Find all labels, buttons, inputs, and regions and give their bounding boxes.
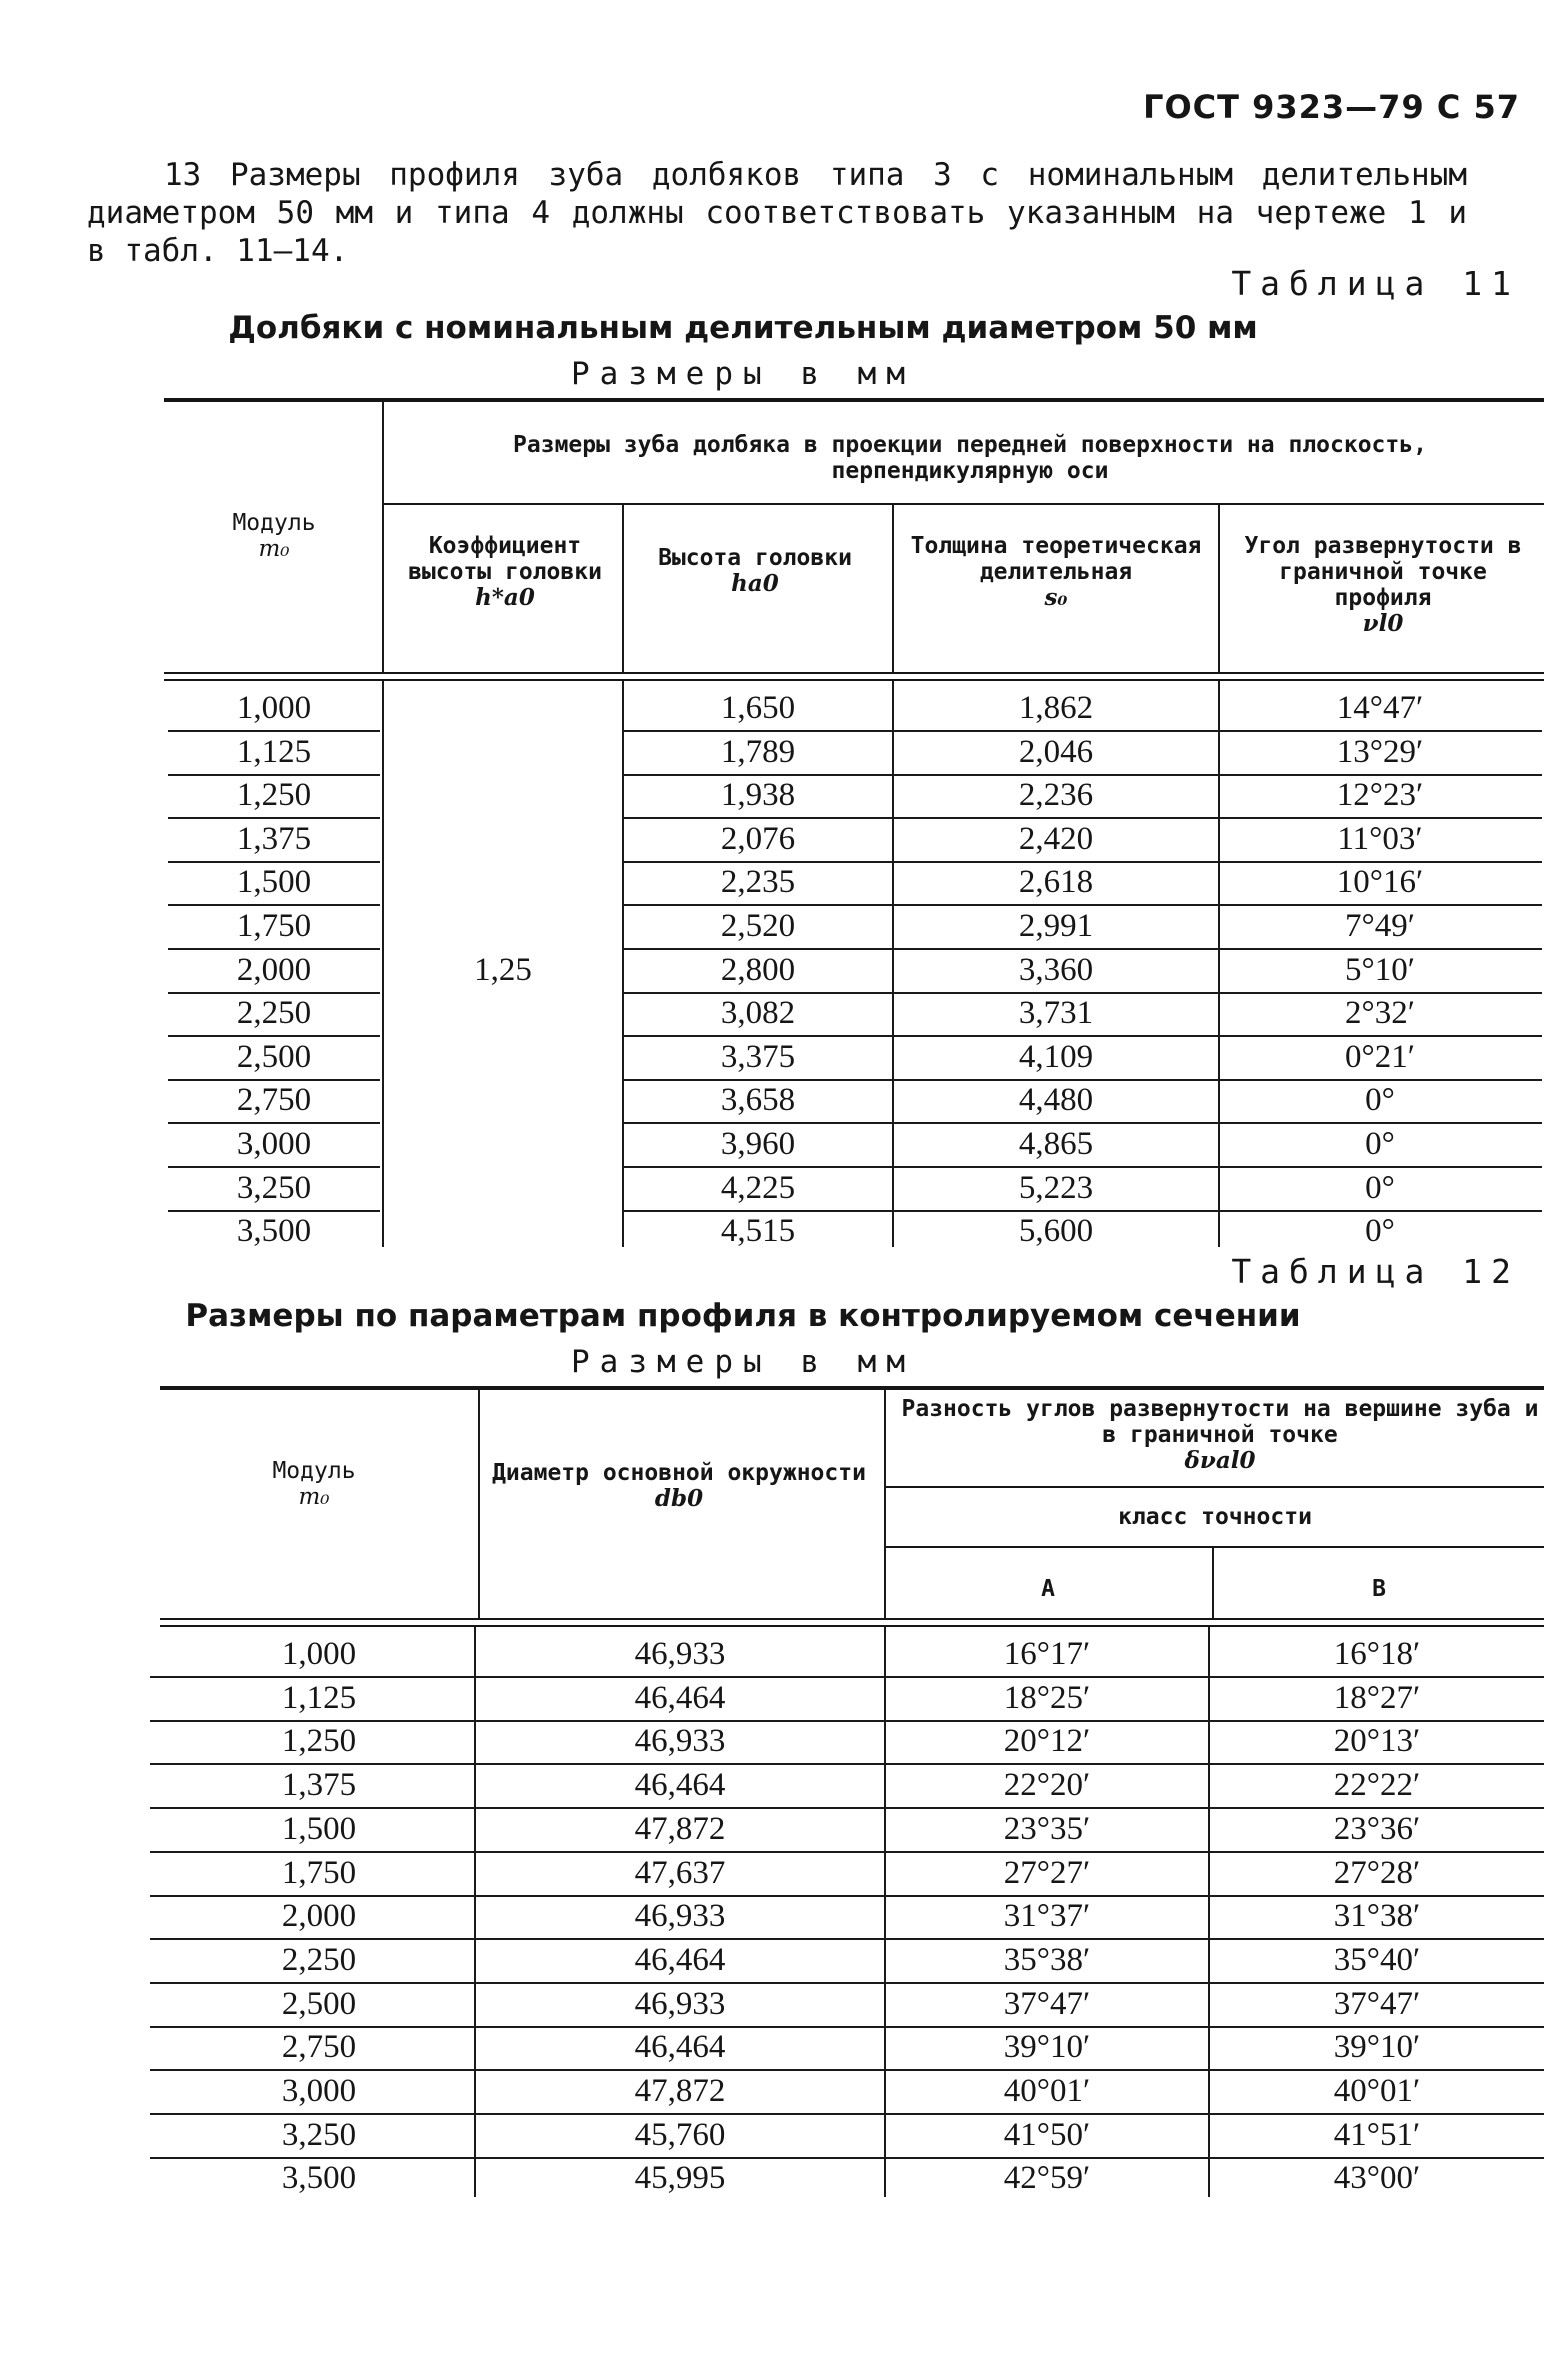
table12-cell-class-a: 37°47′ xyxy=(1003,1985,1091,2022)
table12-label: Таблица 12 xyxy=(1231,1252,1520,1291)
table12-cell-module: 1,000 xyxy=(281,1636,357,1672)
table12-class-rule xyxy=(886,1546,1544,1548)
table12-cell-module: 2,000 xyxy=(281,1898,357,1935)
table12-class-a: А xyxy=(1041,1576,1055,1602)
table11-col-thickness-symbol: s₀ xyxy=(1044,584,1068,611)
table12-cell-diameter: 46,464 xyxy=(634,2029,726,2066)
table12-cell-class-a: 22°20′ xyxy=(1003,1767,1091,1804)
table12-cell-class-b: 35°40′ xyxy=(1333,1941,1421,1978)
table11-group-header: Размеры зуба долбяка в проекции передней поверхности на плоскость, перпендикулярную оси xyxy=(513,432,1427,484)
table12-class-header: класс точности xyxy=(1118,1504,1312,1530)
table12-cell-class-b: 27°28′ xyxy=(1333,1854,1421,1891)
table11-col-module-label: Модуль xyxy=(232,510,316,536)
table11-cell-module: 1,250 xyxy=(236,777,312,814)
table12-cell-class-b: 37°47′ xyxy=(1333,1985,1421,2022)
table12-cell-class-b: 40°01′ xyxy=(1333,2073,1421,2109)
table11-cell-angle: 0° xyxy=(1365,1169,1395,1206)
table12-cell-class-b: 23°36′ xyxy=(1333,1810,1421,1847)
table11-cell-angle: 11°03′ xyxy=(1337,820,1423,857)
table11-cell-module: 3,500 xyxy=(236,1213,312,1250)
table12-header-divider xyxy=(478,1390,480,1618)
table12-group-header xyxy=(900,1396,1540,1474)
table11-col-coef-symbol: h*a0 xyxy=(475,584,535,611)
table11-cell-height: 3,960 xyxy=(720,1126,796,1162)
table12-cell-module: 2,500 xyxy=(281,1985,357,2022)
table12-cell-class-b: 43°00′ xyxy=(1333,2160,1421,2197)
table12-group-header-label: Разность углов развернутости на вершине зуба и в граничной точке xyxy=(901,1396,1539,1448)
table12-cell-module: 3,000 xyxy=(281,2073,357,2109)
table11-cell-thickness: 4,109 xyxy=(1018,1038,1094,1075)
table12-cell-module: 3,250 xyxy=(281,2116,357,2153)
table12-title: Размеры по параметрам профиля в контролируемом сечении xyxy=(185,1298,1301,1334)
table11-header-divider xyxy=(892,505,894,672)
table11-header-divider xyxy=(382,402,384,672)
table11-header-divider xyxy=(622,505,624,672)
table11-cell-module: 3,000 xyxy=(236,1126,312,1162)
table12-cell-module: 1,500 xyxy=(281,1810,357,1847)
intro-paragraph: 13 Размеры профиля зуба долбяков типа 3 с номинальным делительным диаметром 50 мм и типа 4 должны соответствовать указанным на чертеже 1 и в табл. 11—14. xyxy=(87,157,1467,269)
table11-units: Размеры в мм xyxy=(571,356,915,392)
table12-cell-class-b: 22°22′ xyxy=(1333,1767,1421,1804)
table11-cell-thickness: 5,600 xyxy=(1018,1213,1094,1250)
table12-cell-module: 1,250 xyxy=(281,1723,357,1760)
table11-group-rule xyxy=(384,503,1544,505)
table12-cell-class-b: 20°13′ xyxy=(1333,1723,1421,1760)
table11-header-divider xyxy=(1218,505,1220,672)
table12-col-module-label: Модуль xyxy=(272,1458,356,1484)
table12-cell-class-b: 16°18′ xyxy=(1333,1636,1421,1672)
table11-cell-height: 3,375 xyxy=(720,1038,796,1075)
table11-cell-thickness: 2,991 xyxy=(1018,908,1094,944)
table11-cell-height: 2,235 xyxy=(720,864,796,901)
table11-top-rule xyxy=(164,398,1544,402)
table12-cell-class-b: 18°27′ xyxy=(1333,1679,1421,1716)
table12-cell-class-b: 41°51′ xyxy=(1333,2116,1421,2153)
table11-cell-angle: 0° xyxy=(1365,1213,1395,1250)
table12-cell-diameter: 46,933 xyxy=(634,1723,726,1760)
table11-cell-height: 1,650 xyxy=(720,690,796,726)
table11-col-height-symbol: ha0 xyxy=(731,570,779,597)
table12-group-header-symbol: δνal0 xyxy=(1184,1447,1256,1474)
table12-class-b: В xyxy=(1372,1576,1386,1602)
table11-cell-module: 2,250 xyxy=(236,995,312,1032)
table12-cell-diameter: 46,464 xyxy=(634,1767,726,1804)
table12-cell-diameter: 47,872 xyxy=(634,1810,726,1847)
table12-top-rule xyxy=(160,1386,1544,1390)
table12-cell-module: 1,375 xyxy=(281,1767,357,1804)
table11-cell-height: 1,789 xyxy=(720,733,796,770)
table11-cell-module: 1,125 xyxy=(236,733,312,770)
table11-col-height xyxy=(630,545,880,597)
table12-cell-class-a: 31°37′ xyxy=(1003,1898,1091,1935)
table11-cell-height: 2,076 xyxy=(720,820,796,857)
table11-cell-thickness: 4,865 xyxy=(1018,1126,1094,1162)
table12-cell-diameter: 46,933 xyxy=(634,1636,726,1672)
table12-cell-diameter: 46,464 xyxy=(634,1941,726,1978)
table11-col-height-label: Высота головки xyxy=(658,545,852,571)
table11-cell-height: 2,520 xyxy=(720,908,796,944)
table12-cell-diameter: 46,464 xyxy=(634,1679,726,1716)
table11-cell-height: 3,658 xyxy=(720,1082,796,1119)
table11-cell-thickness: 2,236 xyxy=(1018,777,1094,814)
table11-cell-thickness: 3,731 xyxy=(1018,995,1094,1032)
table12-cell-module: 2,250 xyxy=(281,1941,357,1978)
table12-cell-class-b: 39°10′ xyxy=(1333,2029,1421,2066)
table12-group-rule xyxy=(886,1486,1544,1488)
table12-cell-class-a: 35°38′ xyxy=(1003,1941,1091,1978)
table12-cell-class-a: 18°25′ xyxy=(1003,1679,1091,1716)
table11-header-rule xyxy=(164,679,1544,681)
table11-cell-angle: 12°23′ xyxy=(1336,777,1424,814)
table11-cell-thickness: 2,420 xyxy=(1018,820,1094,857)
table12-header-rule xyxy=(160,1618,1544,1620)
table12-cell-module: 1,750 xyxy=(281,1854,357,1891)
table12-units: Размеры в мм xyxy=(571,1344,915,1380)
table12-cell-module: 2,750 xyxy=(281,2029,357,2066)
document-header: ГОСТ 9323—79 С 57 xyxy=(1143,88,1520,126)
table12-cell-diameter: 47,637 xyxy=(634,1854,726,1891)
table11-cell-module: 1,500 xyxy=(236,864,312,901)
table11-col-thickness xyxy=(900,533,1212,611)
table11-cell-angle: 14°47′ xyxy=(1336,690,1424,726)
table12-col-diameter-label: Диаметр основной окружности xyxy=(492,1460,866,1486)
table11-col-angle-label: Угол развернутости в граничной точке профиля xyxy=(1244,533,1522,611)
table11-col-module-symbol: m₀ xyxy=(258,536,290,562)
table11-cell-module: 1,000 xyxy=(236,690,312,726)
table11-cell-angle: 0° xyxy=(1365,1082,1395,1119)
table11-cell-thickness: 1,862 xyxy=(1018,690,1094,726)
table11-col-angle-symbol: νl0 xyxy=(1362,610,1404,637)
table12-cell-diameter: 45,760 xyxy=(634,2116,726,2153)
table12-col-diameter-symbol: db0 xyxy=(654,1485,704,1512)
table12-cell-module: 3,500 xyxy=(281,2160,357,2197)
table12-cell-diameter: 45,995 xyxy=(634,2160,726,2197)
table11-label: Таблица 11 xyxy=(1231,264,1520,303)
table12-cell-diameter: 46,933 xyxy=(634,1985,726,2022)
table12-col-module-symbol: m₀ xyxy=(298,1484,330,1510)
table11-cell-thickness: 2,046 xyxy=(1018,733,1094,770)
table11-cell-module: 2,500 xyxy=(236,1038,312,1075)
table11-cell-thickness: 2,618 xyxy=(1018,864,1094,901)
table12-cell-class-a: 20°12′ xyxy=(1003,1723,1091,1760)
table12-cell-class-a: 16°17′ xyxy=(1003,1636,1091,1672)
table11-cell-height: 2,800 xyxy=(720,951,796,988)
table11-cell-angle: 0°21′ xyxy=(1345,1038,1415,1075)
table12-header-divider xyxy=(884,1390,886,1618)
table12-header-rule xyxy=(160,1625,1544,1627)
table11-cell-module: 2,000 xyxy=(236,951,312,988)
table11-cell-height: 3,082 xyxy=(720,995,796,1032)
table12-cell-class-a: 39°10′ xyxy=(1003,2029,1091,2066)
table12-cell-module: 1,125 xyxy=(281,1679,357,1716)
table12-cell-class-a: 40°01′ xyxy=(1003,2073,1091,2109)
table11-header-rule xyxy=(164,672,1544,674)
table11-title: Долбяки с номинальным делительным диаметром 50 мм xyxy=(228,310,1258,346)
table11-coef-value: 1,25 xyxy=(474,952,532,988)
table12-cell-class-a: 41°50′ xyxy=(1003,2116,1091,2153)
table11-cell-module: 3,250 xyxy=(236,1169,312,1206)
table11-cell-angle: 2°32′ xyxy=(1345,995,1415,1032)
table11-cell-angle: 13°29′ xyxy=(1336,733,1424,770)
table11-cell-thickness: 5,223 xyxy=(1018,1169,1094,1206)
table12-cell-class-a: 23°35′ xyxy=(1003,1810,1091,1847)
table11-cell-thickness: 3,360 xyxy=(1018,951,1094,988)
table11-col-thickness-label: Толщина теоретическая делительная xyxy=(910,533,1202,585)
table12-col-diameter xyxy=(484,1460,874,1512)
table11-col-coef xyxy=(392,533,618,611)
table11-cell-module: 1,375 xyxy=(236,820,312,857)
table11-cell-height: 4,225 xyxy=(720,1169,796,1206)
table11-cell-module: 2,750 xyxy=(236,1082,312,1119)
table12-col-module xyxy=(164,1458,464,1510)
table11-col-coef-label: Коэффициент высоты головки xyxy=(408,533,602,585)
table12-cell-diameter: 47,872 xyxy=(634,2073,726,2109)
table11-cell-height: 4,515 xyxy=(720,1213,796,1250)
table12-header-divider xyxy=(1212,1548,1214,1618)
table11-cell-angle: 7°49′ xyxy=(1345,908,1415,944)
table12-cell-class-a: 42°59′ xyxy=(1003,2160,1091,2197)
table11-cell-thickness: 4,480 xyxy=(1018,1082,1094,1119)
table11-cell-height: 1,938 xyxy=(720,777,796,814)
table12-cell-class-b: 31°38′ xyxy=(1333,1898,1421,1935)
table11-cell-angle: 5°10′ xyxy=(1345,951,1415,988)
table12-cell-class-a: 27°27′ xyxy=(1003,1854,1091,1891)
table11-col-angle xyxy=(1226,533,1540,637)
table11-cell-angle: 0° xyxy=(1365,1126,1395,1162)
table11-cell-angle: 10°16′ xyxy=(1336,864,1424,901)
table11-cell-module: 1,750 xyxy=(236,908,312,944)
table12-cell-diameter: 46,933 xyxy=(634,1898,726,1935)
table11-col-module xyxy=(168,510,380,562)
